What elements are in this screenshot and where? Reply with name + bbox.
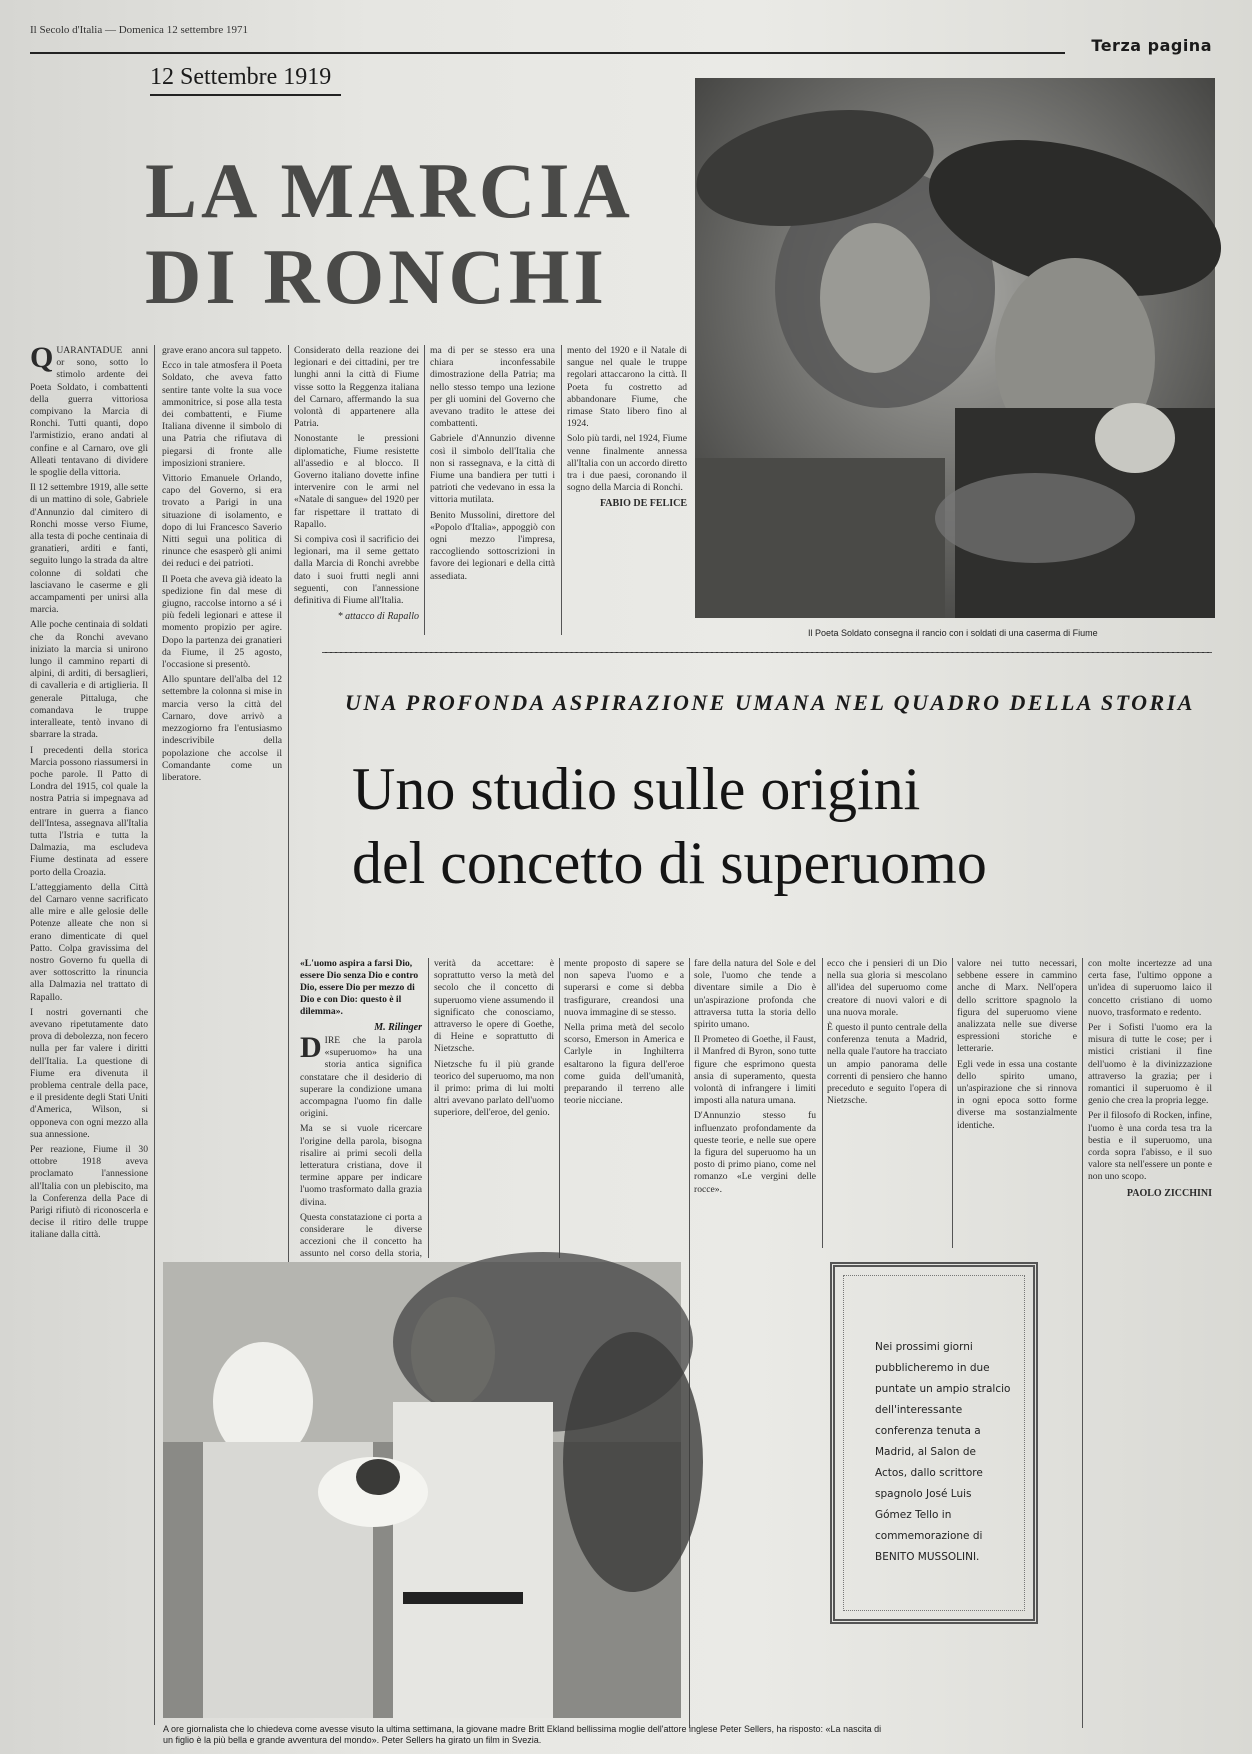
column-rule xyxy=(424,345,425,635)
photo-caption-bottom: A ore giornalista che lo chiedeva come avesse visuto la ultima settimana, la giovane madre Britt Ekland bellissima moglie dell'attore inglese Peter Sellers, ha risposto: «La nascita di un figlio è la più bella e grande avventura del mondo». Peter Sellers ha girato un film in Svezia. xyxy=(163,1724,882,1745)
paragraph: ecco che i pensieri di un Dio nella sua gloria si mescolano all'idea del superuomo come creatore di nuovi valori e di una nuova morale. xyxy=(827,958,947,1018)
dannunzio-photo xyxy=(695,78,1215,618)
article2-column-b xyxy=(434,958,554,1258)
family-photo xyxy=(163,1262,681,1718)
article2-column-f xyxy=(957,958,1077,1248)
column-rule xyxy=(154,345,155,1725)
paragraph: Nella prima metà del secolo scorso, Emerson in America e Carlyle in Inghilterra esaltarono la figura dell'eroe come guida dell'umanità, preparando il terreno alle teorie nicciane. xyxy=(564,1022,684,1107)
paragraph: Benito Mussolini, direttore del «Popolo d'Italia», appoggiò con ogni mezzo l'impresa, raccogliendo sottoscrizioni in favore dei legionari e della città assediata. xyxy=(430,509,555,582)
main-title-line2: DI RONCHI xyxy=(145,233,608,320)
paragraph: Per reazione, Fiume il 30 ottobre 1918 aveva proclamato l'annessione all'Italia con un plebiscito, ma la Conferenza della Pace di Parigi rifiutò di riconoscerla e decise il ritiro delle truppe italiane dalla città. xyxy=(30,1144,148,1241)
paragraph: Considerato della reazione dei legionari e dei cittadini, per tre lunghi anni la città di Fiume visse sotto la Reggenza italiana del Carnaro, affermando la sua volontà di appartenere alla Patria. xyxy=(294,345,419,430)
paragraph: Gabriele d'Annunzio divenne così il simbolo dell'Italia che non si rassegnava, e la città di Fiume una bandiera per tutti i patrioti che vedevano in essa la vittoria mutilata. xyxy=(430,433,555,506)
article2-column-e xyxy=(827,958,947,1248)
paragraph: IRE che la parola «superuomo» ha una storia antica significa constatare che il desiderio di superare la condizione umana accompagna l'uomo fin dalle origini. xyxy=(300,1035,422,1120)
column-rule xyxy=(1082,958,1083,1728)
quote-author: M. Rilinger xyxy=(374,1022,422,1033)
article1-column-2 xyxy=(162,345,282,1270)
paragraph: con molte incertezze ad una certa fase, l'ultimo oppone a un'idea di superuomo laico il concetto cristiano di uomo nuovo, trasformato e redento. xyxy=(1088,958,1212,1018)
headline xyxy=(352,752,1172,900)
photo-illustration xyxy=(695,78,1215,618)
article2-column-d xyxy=(694,958,816,1728)
paragraph: Il Prometeo di Goethe, il Faust, il Manfred di Byron, sono tutte figure che esprimono questa ansia di superamento, questa volontà di infrangere i limiti imposti alla natura umana. xyxy=(694,1034,816,1107)
column-rule xyxy=(561,345,562,635)
column-rule xyxy=(428,958,429,1258)
paragraph: Per i Sofisti l'uomo era la misura di tutte le cose; per i mistici cristiani il fine dell'uomo è la divinizzazione attraverso la grazia; per i romantici il superuomo è il genio che crea la propria legge. xyxy=(1088,1022,1212,1107)
paragraph: D'Annunzio stesso fu influenzato profondamente da queste teorie, e nelle sue opere la figura del superuomo ha un posto di primo piano, come nel romanzo «Le vergini delle rocce». xyxy=(694,1110,816,1195)
paragraph: ma di per se stesso era una chiara inconfessabile dimostrazione della Patria; ma nello stesso tempo una lezione per gli uomini del Governo che avevano tradito le attese dei combattenti. xyxy=(430,345,555,430)
paragraph: Alle poche centinaia di soldati che da Ronchi avevano iniziato la marcia si unirono lungo il cammino reparti di alpini, di arditi, di bersaglieri, di cavalleria e di artiglieria. Il generale Pittaluga, che comandava le truppe interalleate, tentò invano di sbarrare la strada. xyxy=(30,619,148,741)
running-head: Il Secolo d'Italia — Domenica 12 settembre 1971 xyxy=(30,24,248,36)
paragraph: Il Poeta che aveva già ideato la spedizione fin dal mese di giugno, raccolse intorno a sé i più fedeli legionari e attese il momento propizio per agire. Dopo la partenza dei granatieri da Fiume, il 25 agosto, l'occasione si presentò. xyxy=(162,573,282,671)
paragraph: Allo spuntare dell'alba del 12 settembre la colonna si mise in marcia verso la città del Carnaro, dove arrivò a mezzogiorno fra l'entusiasmo indescrivibile della popolazione che accolse il Comandante come un liberatore. xyxy=(162,674,282,783)
notice-box xyxy=(830,1262,1038,1624)
article1-column-4 xyxy=(430,345,555,635)
paragraph: valore nei tutto necessari, sebbene essere in cammino anche di Marx. Nell'opera dello scrittore spagnolo la figura del superuomo viene analizzata nelle sue diverse espressioni storiche e letterarie. xyxy=(957,958,1077,1055)
photo-caption-top: Il Poeta Soldato consegna il rancio con i soldati di una caserma di Fiume xyxy=(808,628,1098,638)
paragraph: Ma se si vuole ricercare l'origine della parola, bisogna risalire ai primi secoli della letteratura cristiana, dove il termine appare per indicare l'uomo trasformato dalla grazia divina. xyxy=(300,1123,422,1208)
headline-line2: del concetto di superuomo xyxy=(352,830,987,896)
main-title xyxy=(145,148,685,320)
headline-line1: Uno studio sulle origini xyxy=(352,756,921,822)
paragraph: Si compiva così il sacrificio dei legionari, ma il seme gettato dalla Marcia di Ronchi avrebbe dato i suoi frutti negli anni seguenti, con l'annessione definitiva di Fiume all'Italia. xyxy=(294,534,419,607)
paragraph: Il 12 settembre 1919, alle sette di un mattino di sole, Gabriele d'Annunzio dal cimitero di Ronchi mosse verso Fiume, alla testa di poche centinaia di granatieri, arditi e fanti, seguito lungo la strada da altre colonne di soldati che lasciavano le caserme e gli accampamenti per unirsi alla marcia. xyxy=(30,482,148,616)
paragraph: Per il filosofo di Rocken, infine, l'uomo è una corda tesa tra la bestia e il superuomo, una corda sopra l'abisso, e il suo valore sta nell'essere un ponte e non uno scopo. xyxy=(1088,1110,1212,1183)
notice-text: Nei prossimi giorni pubblicheremo in due puntate un ampio stralcio dell'interessante conferenza tenuta a Madrid, al Salon de Actos, dallo scrittore spagnolo José Luis Gómez Tello in commemorazione di BENITO MUSSOLINI. xyxy=(875,1341,1011,1563)
paragraph: Egli vede in essa una costante dello spirito umano, un'aspirazione che si rinnova in ogni epoca sotto forme diverse ma sostanzialmente identiche. xyxy=(957,1058,1077,1131)
main-title-line1: LA MARCIA xyxy=(145,147,634,234)
photo-illustration xyxy=(163,1262,681,1718)
paragraph: Ecco in tale atmosfera il Poeta Soldato, che aveva fatto sentire tante volte la sua voce ammonitrice, si pose alla testa dei combattenti, e Fiume Italiana divenne il simbolo di una Patria che rifiutava di piegarsi di fronte alle imposizioni straniere. xyxy=(162,360,282,469)
paragraph: Nietzsche fu il più grande teorico del superuomo, ma non il primo: prima di lui molti altri avevano parlato dell'uomo superiore, dell'eroe, del genio. xyxy=(434,1058,554,1119)
column-rule xyxy=(822,958,823,1248)
article2-column-a xyxy=(300,1031,422,1260)
paragraph: È questo il punto centrale della conferenza tenuta a Madrid, nella quale l'autore ha tracciato un ampio panorama delle correnti di pensiero che hanno preceduto e seguito l'opera di Nietzsche. xyxy=(827,1022,947,1107)
paragraph: mente proposto di sapere se non sapeva l'uomo e a superarsi e come si debba trasfigurare, creandosi una nuova immagine di se stesso. xyxy=(564,958,684,1018)
paragraph: Solo più tardi, nel 1924, Fiume venne finalmente annessa all'Italia con un accordo diretto tra i due paesi, coronando il sogno della Marcia di Ronchi. xyxy=(567,433,687,494)
paragraph: UARANTADUE anni or sono, sotto lo stimolo ardente dei Poeta Soldato, i combattenti della guerra vittoriosa compivano la Marcia di Ronchi. Tutti quanti, dopo l'armistizio, erano andati al confine e al Carnaro, ove gli Alleati tentavano di dividere le spoglie della vittoria. xyxy=(30,345,148,479)
paragraph: I nostri governanti che avevano ripetutamente dato prova di debolezza, non fecero nulla per far valere i diritti dell'Italia. La questione di Fiume era divenuta il problema centrale della pace, e il presidente degli Stati Uniti d'America, Wilson, si opponeva con ogni mezzo alla sua annessione. xyxy=(30,1006,148,1140)
header-rule xyxy=(30,52,1065,54)
paragraph: mento del 1920 e il Natale di sangue nel quale le truppe regolari attaccarono la città. Il Poeta fu costretto ad abbandonare Fiume, che rimase Stato libero fino al 1924. xyxy=(567,345,687,430)
article2-column-g xyxy=(1088,958,1212,1728)
column-note: * attacco di Rapallo xyxy=(337,611,419,623)
column-rule xyxy=(952,958,953,1248)
byline: FABIO DE FELICE xyxy=(599,498,687,510)
article1-column-3 xyxy=(294,345,419,635)
section-divider xyxy=(322,652,1212,653)
paragraph: I precedenti della storica Marcia possono riassumersi in poche parole. Il Patto di Londra del 1915, col quale la nostra Patria si impegnava ad entrare in guerra a fianco dell'Intesa, assegnava all'Italia tutta l'Istria e tutta la Dalmazia, ma escludeva Fiume destinata ad essere porto della Croazia. xyxy=(30,744,148,878)
article1-column-5 xyxy=(567,345,687,637)
paragraph: verità da accettare: è soprattutto verso la metà del secolo che il concetto di superuomo viene assumendo il significato che conosciamo, attraverso le opere di Goethe, di Heine e soprattutto di Nietzsche. xyxy=(434,958,554,1055)
section-tag: Terza pagina xyxy=(1091,36,1212,55)
dateline: 12 Settembre 1919 xyxy=(150,64,341,96)
paragraph: grave erano ancora sul tappeto. xyxy=(162,345,282,356)
column-rule xyxy=(559,958,560,1258)
column-rule xyxy=(288,345,289,1270)
paragraph: Questa constatazione ci porta a considerare le diverse accezioni che il concetto ha assunto nel corso della storia, xyxy=(300,1211,422,1260)
article2-column-c xyxy=(564,958,684,1258)
paragraph: L'atteggiamento della Città del Carnaro venne sacrificato alle mire e alle gelosie delle Potenze alleate che non si erano dimenticate di quel Patto. Colpa gravissima del nostro Governo fu quella di aver sottoscritto la rinuncia alla Dalmazia nel trattato di Rapallo. xyxy=(30,881,148,1003)
intro-quote xyxy=(300,958,422,1034)
paragraph: Vittorio Emanuele Orlando, capo del Governo, si era trovato a Parigi in una situazione di isolamento, e dopo di lui Francesco Saverio Nitti seguì una politica di rinunce che esasperò gli animi dei reduci e dei patrioti. xyxy=(162,473,282,570)
dropcap: D xyxy=(300,1031,322,1064)
kicker: UNA PROFONDA ASPIRAZIONE UMANA NEL QUADRO DELLA STORIA xyxy=(345,690,1195,715)
paragraph: fare della natura del Sole e del sole, l'uomo che tende a diventare simile a Dio è un'aspirazione profonda che attraversa tutta la storia dello spirito umano. xyxy=(694,958,816,1031)
byline: PAOLO ZICCHINI xyxy=(1126,1187,1212,1199)
quote-text: «L'uomo aspira a farsi Dio, essere Dio senza Dio e contro Dio, essere Dio per mezzo di Dio e con Dio: questo è il dilemma». xyxy=(300,958,419,1017)
dropcap: Q xyxy=(30,341,54,374)
paragraph: Nonostante le pressioni diplomatiche, Fiume resistette all'assedio e al blocco. Il Governo italiano dovette infine intervenire con le armi nel «Natale di sangue» del 1920 per far rispettare il trattato di Rapallo. xyxy=(294,433,419,530)
article1-column-1 xyxy=(30,341,148,1725)
